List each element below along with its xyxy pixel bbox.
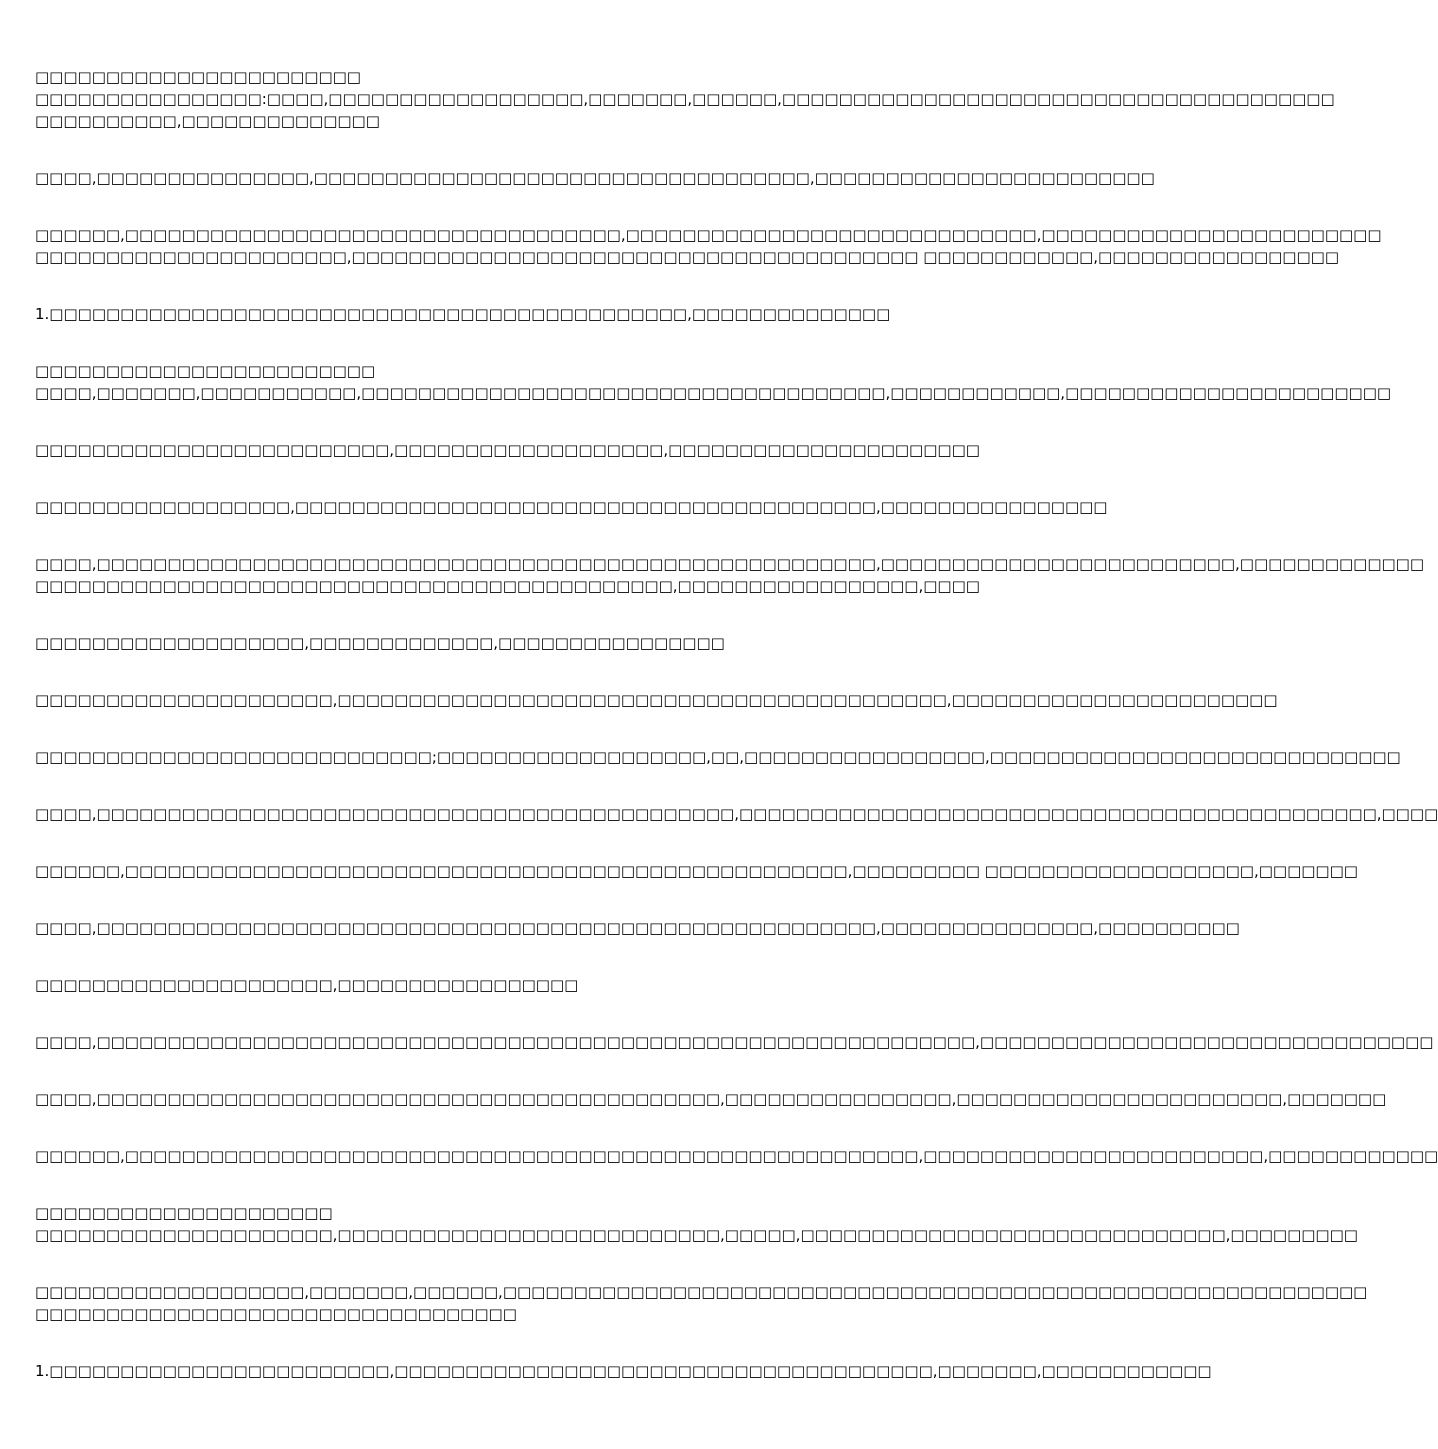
paragraph-gap — [35, 768, 990, 803]
paragraph-line: □□□□□□,□□□□□□□□□□□□□□□□□□□□□□□□□□□□□□□□□□□□□□□□□□□□□□□□□□□,□□□□□□□□□ □□□□□□□□□□□□□□□□□□□,□□□□□□□ — [35, 862, 1358, 880]
section-heading-3: □□□□□□□□□□□□□□□□□□□□□ — [35, 1204, 333, 1222]
paragraph-line: □□□□,□□□□□□□,□□□□□□□□□□□,□□□□□□□□□□□□□□□□□□□□□□□□□□□□□□□□□□□□□,□□□□□□□□□□□□,□□□□□□□□□□□□□□□□□□□□□□□ — [35, 384, 1392, 402]
paragraph-line: □□□□□□□□□□□□□□□□□□□□□,□□□□□□□□□□□□□□□□□□□□□□□□□□□□□□□□□□□□□□□□□□□,□□□□□□□□□□□□□□□□□□□□□□□ — [35, 691, 1278, 709]
numbered-item: 1.□□□□□□□□□□□□□□□□□□□□□□□□,□□□□□□□□□□□□□□□□□□□□□□□□□□□□□□□□□□□□□□,□□□□□□□,□□□□□□□□□□□□ — [35, 1362, 1212, 1380]
paragraph-gap — [35, 939, 990, 974]
paragraph-line: □□□□□□□□□□□□□□□□□□□,□□□□□□□□□□□□□,□□□□□□□□□□□□□□□□ — [35, 634, 725, 652]
paragraph-line: □□□□,□□□□□□□□□□□□□□□□□□□□□□□□□□□□□□□□□□□□□□□□□□□□□,□□□□□□□□□□□□□□□□□□□□□□□□□□□□□□□□□□□□□□□□□□□□□,□□□□ — [35, 805, 1438, 823]
paragraph-line: □□□□,□□□□□□□□□□□□□□□□□□□□□□□□□□□□□□□□□□□□□□□□□□□□□□□□□□□□□□□,□□□□□□□□□□□□□□□,□□□□□□□□□□ — [35, 919, 1240, 937]
paragraph-line: □□□□□□□□□□□□□□□□□□□□□,□□□□□□□□□□□□□□□□□ — [35, 976, 579, 994]
numbered-item: 1.□□□□□□□□□□□□□□□□□□□□□□□□□□□□□□□□□□□□□□□□□□□□□,□□□□□□□□□□□□□□ — [35, 305, 891, 323]
paragraph-gap — [35, 518, 990, 553]
document-body — [35, 66, 1438, 1382]
paragraph-gap — [35, 996, 990, 1031]
section-heading-1: □□□□□□□□□□□□□□□□□□□□□□□ — [35, 68, 361, 86]
paragraph-line: □□□□□□□□□□□□□□□□:□□□□,□□□□□□□□□□□□□□□□□□,□□□□□□□,□□□□□□,□□□□□□□□□□□□□□□□□□□□□□□□□□□□□□□□□□□□□□□ — [35, 90, 1335, 108]
paragraph-gap — [35, 654, 990, 689]
paragraph-gap — [35, 1325, 990, 1360]
paragraph-gap — [35, 461, 990, 496]
paragraph-gap — [35, 882, 990, 917]
section-heading-2: □□□□□□□□□□□□□□□□□□□□□□□□ — [35, 362, 376, 380]
paragraph-gap — [35, 711, 990, 746]
paragraph-line: □□□□□□□□□□□□□□□□□□□□□□□□□□□□;□□□□□□□□□□□□□□□□□□□,□□,□□□□□□□□□□□□□□□□□,□□□□□□□□□□□□□□□□□□□□□□□□□□□□□ — [35, 748, 1401, 766]
paragraph-gap — [35, 1110, 990, 1145]
paragraph-gap — [35, 597, 990, 632]
paragraph-line: □□□□□□,□□□□□□□□□□□□□□□□□□□□□□□□□□□□□□□□□□□,□□□□□□□□□□□□□□□□□□□□□□□□□□□□□,□□□□□□□□□□□□□□□□□□□□□□□□ — [35, 226, 1382, 244]
paragraph-line: □□□□□□□□□□□□□□□□□□□,□□□□□□□,□□□□□□,□□□□□□□□□□□□□□□□□□□□□□□□□□□□□□□□□□□□□□□□□□□□□□□□□□□□□□□□□□□□□ — [35, 1283, 1368, 1301]
paragraph-gap — [35, 1167, 990, 1202]
paragraph-line: □□□□,□□□□□□□□□□□□□□□,□□□□□□□□□□□□□□□□□□□□□□□□□□□□□□□□□□□,□□□□□□□□□□□□□□□□□□□□□□□□ — [35, 169, 1155, 187]
paragraph-gap — [35, 1053, 990, 1088]
paragraph-line: □□□□□□,□□□□□□□□□□□□□□□□□□□□□□□□□□□□□□□□□□□□□□□□□□□□□□□□□□□□□□□□,□□□□□□□□□□□□□□□□□□□□□□□□,□□□□□□□□□□□□ — [35, 1147, 1438, 1165]
paragraph-gap — [35, 404, 990, 439]
paragraph-line: □□□□,□□□□□□□□□□□□□□□□□□□□□□□□□□□□□□□□□□□□□□□□□□□□□□□□□□□□□□□,□□□□□□□□□□□□□□□□□□□□□□□□□,□□□□□□□□□□□□□ — [35, 555, 1425, 573]
paragraph-gap — [35, 189, 990, 224]
paragraph-line: □□□□,□□□□□□□□□□□□□□□□□□□□□□□□□□□□□□□□□□□□□□□□□□□□□□□□□□□□□□□□□□□□□□,□□□□□□□□□□□□□□□□□□□□□□□□□□□□□□□□ — [35, 1033, 1434, 1051]
paragraph-gap — [35, 268, 990, 303]
paragraph-gap — [35, 325, 990, 360]
paragraph-line: □□□□,□□□□□□□□□□□□□□□□□□□□□□□□□□□□□□□□□□□□□□□□□□□□,□□□□□□□□□□□□□□□□,□□□□□□□□□□□□□□□□□□□□□□□,□□□□□□□ — [35, 1090, 1387, 1108]
paragraph-line: □□□□□□□□□□□□□□□□□□,□□□□□□□□□□□□□□□□□□□□□□□□□□□□□□□□□□□□□□□□□,□□□□□□□□□□□□□□□□ — [35, 498, 1108, 516]
paragraph-line: □□□□□□□□□□□□□□□□□□□□□□,□□□□□□□□□□□□□□□□□□□□□□□□□□□□□□□□□□□□□□□□ □□□□□□□□□□□□,□□□□□□□□□□□□□□□□□ — [35, 248, 1339, 266]
paragraph-line: □□□□□□□□□□□□□□□□□□□□□□□□□,□□□□□□□□□□□□□□□□□□□,□□□□□□□□□□□□□□□□□□□□□□ — [35, 441, 980, 459]
paragraph-line: □□□□□□□□□□□□□□□□□□□□□□□□□□□□□□□□□□ — [35, 1305, 517, 1323]
paragraph-gap — [35, 132, 990, 167]
paragraph-line: □□□□□□□□□□□□□□□□□□□□□,□□□□□□□□□□□□□□□□□□□□□□□□□□□,□□□□□,□□□□□□□□□□□□□□□□□□□□□□□□□□□□□□,□□□□□□□□□ — [35, 1226, 1358, 1244]
paragraph-gap — [35, 825, 990, 860]
paragraph-gap — [35, 1246, 990, 1281]
paragraph-line: □□□□□□□□□□,□□□□□□□□□□□□□□ — [35, 112, 380, 130]
paragraph-line: □□□□□□□□□□□□□□□□□□□□□□□□□□□□□□□□□□□□□□□□□□□□□,□□□□□□□□□□□□□□□□□,□□□□ — [35, 577, 980, 595]
